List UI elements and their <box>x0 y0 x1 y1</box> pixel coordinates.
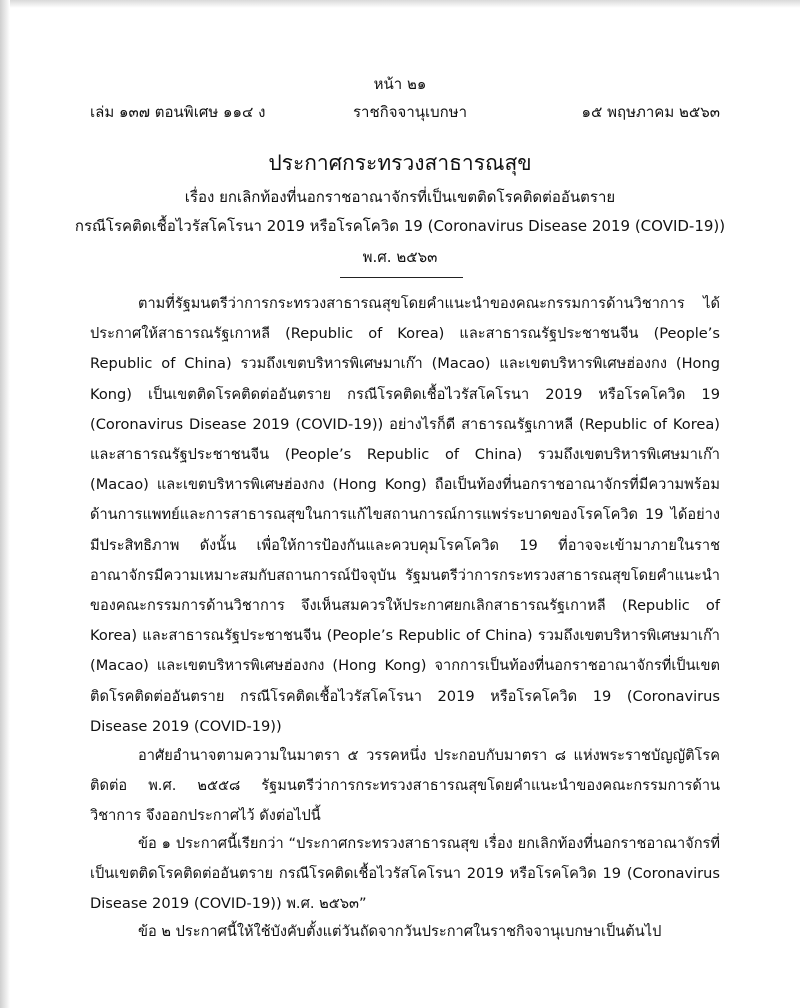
title-divider <box>340 277 463 278</box>
body-paragraph <box>90 741 720 832</box>
body-paragraph <box>90 289 720 742</box>
paragraph-text-1: ตามที่รัฐมนตรีว่าการกระทรวงสาธารณสุขโดยคำแนะนำของคณะกรรมการด้านวิชาการ ได้ประกาศให้สาธารณรัฐเกาหลี (Republic of Korea) และสาธารณรัฐประชาชนจีน (People’s Republic of China) รวมถึงเขตบริหารพิเศษมาเก๊า (Macao) และเขตบริหารพิเศษฮ่องกง (Hong Kong) เป็นเขตติดโรคติดต่ออันตราย กรณีโรคติดเชื้อไวรัสโคโรนา 2019 หรือโรคโควิด 19 (Coronavirus Disease 2019 (COVID-19)) อย่างไรก็ดี สาธารณรัฐเกาหลี (Republic of Korea) และสาธารณรัฐประชาชนจีน (People’s Republic of China) รวมถึงเขตบริหารพิเศษมาเก๊า (Macao) และเขตบริหารพิเศษฮ่องกง (Hong Kong) ถือเป็นท้องที่นอกราชอาณาจักรที่มีความพร้อมด้านการแพทย์และการสาธารณสุขในการแก้ไขสถานการณ์การแพร่ระบาดของโรคโควิด 19 ได้อย่างมีประสิทธิภาพ ดังนั้น เพื่อให้การป้องกันและควบคุมโรคโควิด 19 ที่อาจจะเข้ามาภายในราชอาณาจักรมีความเหมาะสมกับสถานการณ์ปัจจุบัน รัฐมนตรีว่าการกระทรวงสาธารณสุขโดยคำแนะนำของคณะกรรมการด้านวิชาการ จึงเห็นสมควรให้ประกาศยกเลิกสาธารณรัฐเกาหลี (Republic of Korea) และสาธารณรัฐประชาชนจีน (People’s Republic of China) รวมถึงเขตบริหารพิเศษมาเก๊า (Macao) และเขตบริหารพิเศษฮ่องกง (Hong Kong) จากการเป็นท้องที่นอกราชอาณาจักรที่เป็นเขตติดโรคติดต่ออันตราย กรณีโรคติดเชื้อไวรัสโคโรนา 2019 หรือโรคโควิด 19 (Coronavirus Disease 2019 (COVID-19)) <box>90 295 720 735</box>
gazette-header <box>90 100 720 122</box>
document-subject-line-2: กรณีโรคติดเชื้อไวรัสโคโรนา 2019 หรือโรคโควิด 19 (Coronavirus Disease 2019 (COVID-19)) <box>74 217 726 235</box>
page-number: หน้า ๒๑ <box>373 75 427 93</box>
publication-date: ๑๕ พฤษภาคม ๒๕๖๓ <box>581 103 720 121</box>
paragraph-text-2: อาศัยอำนาจตามความในมาตรา ๕ วรรคหนึ่ง ประกอบกับมาตรา ๘ แห่งพระราชบัญญัติโรคติดต่อ พ.ศ. ๒๕๕๘ รัฐมนตรีว่าการกระทรวงสาธารณสุขโดยคำแนะนำของคณะกรรมการด้านวิชาการ จึงออกประกาศไว้ ดังต่อไปนี้ <box>90 747 720 825</box>
clause-2-text: ข้อ ๒ ประกาศนี้ให้ใช้บังคับตั้งแต่วันถัดจากวันประกาศในราชกิจจานุเบกษาเป็นต้นไป <box>138 923 662 940</box>
document-year: พ.ศ. ๒๕๖๓ <box>362 248 438 266</box>
scan-shadow-top <box>0 0 800 8</box>
clause-1 <box>90 829 720 920</box>
document-title: ประกาศกระทรวงสาธารณสุข <box>268 151 532 175</box>
gazette-name: ราชกิจจานุเบกษา <box>353 103 468 121</box>
clause-2 <box>90 917 720 947</box>
volume-issue: เล่ม ๑๓๗ ตอนพิเศษ ๑๑๔ ง <box>90 103 266 121</box>
document-subject-line-1: เรื่อง ยกเลิกท้องที่นอกราชอาณาจักรที่เป็นเขตติดโรคติดต่ออันตราย <box>184 188 616 206</box>
clause-1-text: ข้อ ๑ ประกาศนี้เรียกว่า “ประกาศกระทรวงสาธารณสุข เรื่อง ยกเลิกท้องที่นอกราชอาณาจักรที่เป็นเขตติดโรคติดต่ออันตราย กรณีโรคติดเชื้อไวรัสโคโรนา 2019 หรือโรคโควิด 19 (Coronavirus Disease 2019 (COVID-19)) พ.ศ. ๒๕๖๓” <box>90 835 720 913</box>
